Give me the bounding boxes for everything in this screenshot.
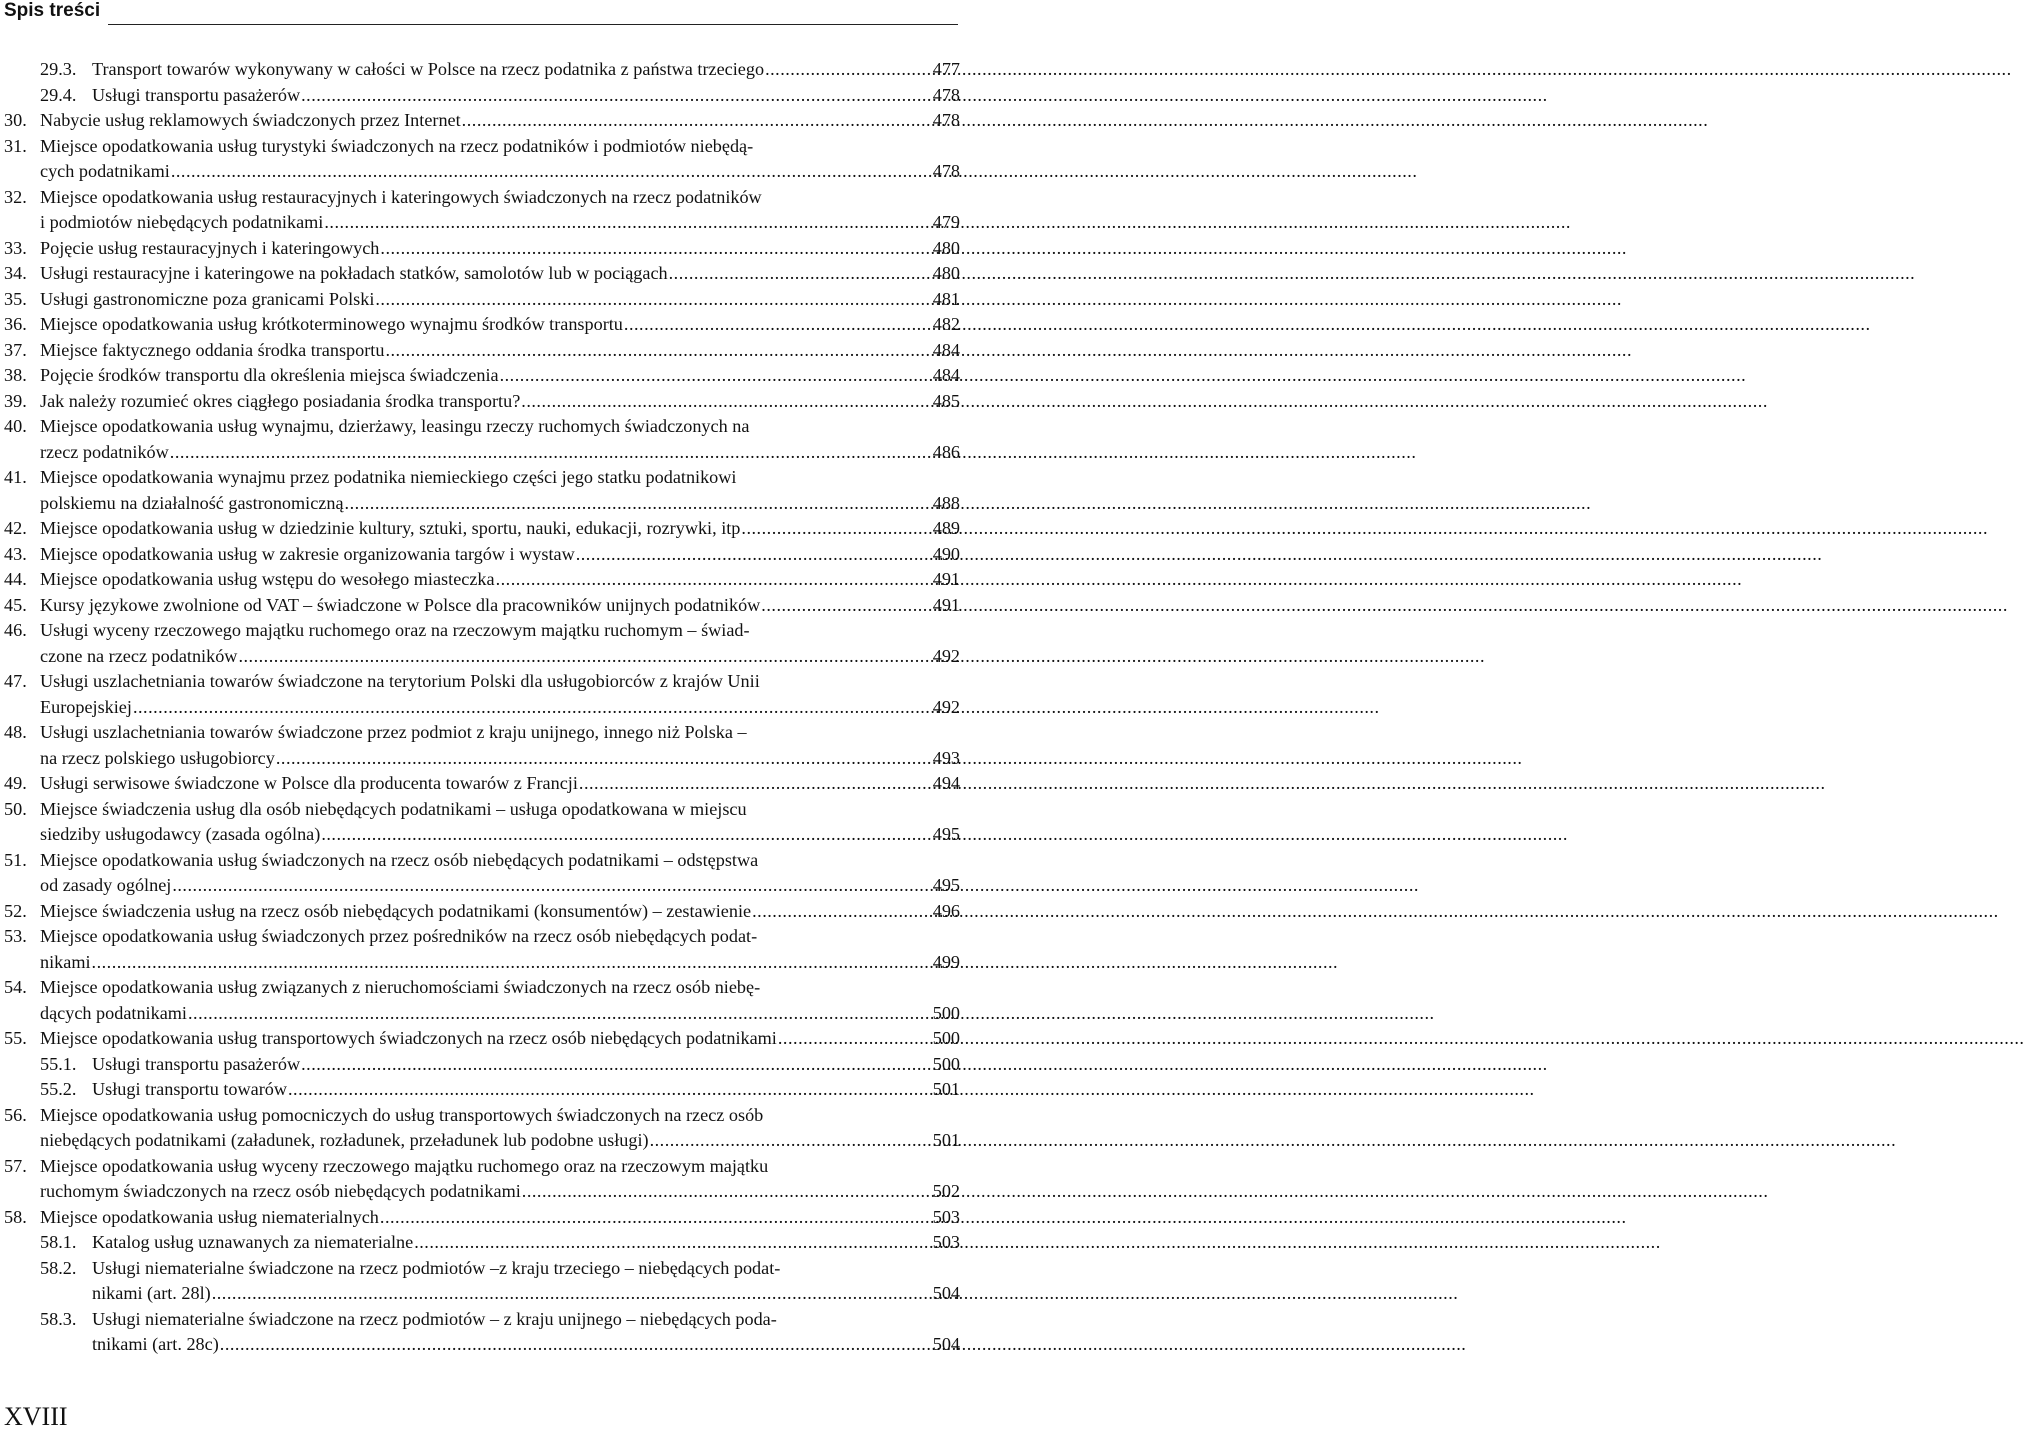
entry-title-last-line: [40, 491, 960, 517]
dot-leader: [133, 695, 926, 721]
entry-number: 33.: [4, 237, 27, 258]
entry-number: 34.: [4, 263, 27, 283]
dot-leader: [375, 287, 926, 313]
entry-number: 49.: [4, 773, 27, 793]
entry-title-last-line: [40, 210, 960, 236]
entry-number: 40.: [4, 416, 27, 436]
toc-entry: [0, 1052, 960, 1078]
dot-leader: [324, 210, 926, 236]
entry-title-last-line: [92, 83, 960, 109]
entry-number: 51.: [4, 849, 27, 870]
entry-body: [40, 720, 960, 771]
entry-title: Usługi gastronomiczne poza granicami Polski: [40, 288, 375, 309]
entry-body: [40, 108, 960, 134]
entry-body: [40, 899, 960, 925]
entry-body: [40, 261, 960, 287]
entry-number: 41.: [4, 467, 27, 487]
entry-title-line: Miejsce opodatkowania usług restauracyjnych i kateringowych świadczonych na rzecz podatników: [40, 186, 762, 207]
toc-entry: [0, 516, 960, 542]
toc-entry: [0, 848, 960, 899]
toc-entry: [0, 108, 960, 134]
entry-number: 45.: [4, 594, 27, 615]
entry-title-last-line: [92, 1052, 960, 1078]
entry-number: 56.: [4, 1104, 27, 1125]
entry-body: [40, 771, 960, 797]
dot-leader: [288, 1077, 926, 1103]
entry-page-number: 478: [932, 84, 960, 105]
toc-entry: [0, 287, 960, 313]
toc-entry: [0, 261, 960, 287]
entry-title-last-line: [40, 1179, 960, 1205]
entry-title-last-line: [40, 822, 960, 848]
dot-leader: [220, 1332, 926, 1358]
toc-entry: [0, 83, 960, 109]
entry-title-last-line: [40, 389, 960, 415]
entry-title-last-line: [92, 1281, 960, 1307]
entry-body: [40, 567, 960, 593]
entry-page-number: 488: [932, 492, 960, 513]
entry-page-number: 491: [932, 569, 960, 589]
entry-title-last-line: [40, 440, 960, 466]
dot-leader: [171, 159, 926, 185]
entry-page-number: 502: [932, 1181, 960, 1201]
dot-leader: [301, 83, 926, 109]
entry-title-last-line: [92, 1332, 960, 1358]
entry-title: Miejsce opodatkowania usług w zakresie organizowania targów i wystaw: [40, 543, 575, 564]
dot-leader: [741, 516, 926, 542]
entry-number: 48.: [4, 722, 27, 742]
entry-title: Pojęcie środków transportu dla określenia miejsca świadczenia: [40, 365, 499, 385]
toc-entry: [0, 797, 960, 848]
entry-number: 29.3.: [40, 59, 77, 79]
entry-title: Jak należy rozumieć okres ciągłego posiadania środka transportu?: [40, 390, 521, 411]
toc-entry: [0, 771, 960, 797]
entry-number: 54.: [4, 977, 27, 997]
entry-body: [40, 312, 960, 338]
entry-title: tnikami (art. 28c): [92, 1334, 219, 1354]
entry-title-line: Usługi niematerialne świadczone na rzecz podmiotów –z kraju trzeciego – niebędących podat-: [92, 1257, 781, 1278]
entry-number: 53.: [4, 926, 27, 946]
entry-title-line: Miejsce opodatkowania usług pomocniczych do usług transportowych świadczonych na rzecz osób: [40, 1104, 764, 1125]
entry-number: 52.: [4, 900, 27, 921]
entry-title: Usługi restauracyjne i kateringowe na pokładach statków, samolotów lub w pociągach: [40, 263, 668, 283]
entry-title: Kursy językowe zwolnione od VAT – świadczone w Polsce dla pracowników unijnych podatników: [40, 594, 761, 615]
entry-title-line: Miejsce opodatkowania usług związanych z nieruchomościami świadczonych na rzecz osób niebę-: [40, 977, 761, 997]
toc-entry: [0, 1026, 960, 1052]
entry-page-number: 499: [932, 951, 960, 972]
entry-page-number: 480: [932, 237, 960, 258]
entry-title-last-line: [40, 644, 960, 670]
entry-number: 42.: [4, 518, 27, 538]
entry-number: 55.: [4, 1028, 27, 1048]
entry-body: [40, 287, 960, 313]
entry-body: [40, 338, 960, 364]
toc-entry: [0, 338, 960, 364]
toc-entry: [0, 1154, 960, 1205]
entry-title-line: Miejsce opodatkowania usług wynajmu, dzierżawy, leasingu rzeczy ruchomych świadczonych na: [40, 416, 750, 436]
entry-title: Nabycie usług reklamowych świadczonych przez Internet: [40, 110, 461, 130]
entry-title-last-line: [40, 261, 960, 287]
dot-leader: [170, 440, 926, 466]
dot-leader: [385, 338, 926, 364]
entry-title-last-line: [40, 338, 960, 364]
entry-number: 38.: [4, 365, 27, 385]
entry-title: Usługi serwisowe świadczone w Polsce dla producenta towarów z Francji: [40, 773, 578, 793]
entry-body: [92, 57, 960, 83]
entry-number: 31.: [4, 135, 27, 156]
toc-entry: [0, 975, 960, 1026]
section-title: Spis treści: [4, 0, 101, 21]
toc-entry: [0, 669, 960, 720]
entry-body: [40, 669, 960, 720]
entry-page-number: 503: [932, 1232, 960, 1252]
dot-leader: [321, 822, 926, 848]
toc-entry: [0, 236, 960, 262]
entry-body: [40, 1103, 960, 1154]
entry-page-number: 484: [932, 339, 960, 360]
entry-title-last-line: [92, 1077, 960, 1103]
entry-body: [92, 1077, 960, 1103]
dot-leader: [579, 771, 926, 797]
entry-title: czone na rzecz podatników: [40, 645, 238, 666]
entry-title: na rzecz polskiego usługobiorcy: [40, 747, 275, 768]
entry-body: [40, 134, 960, 185]
entry-title-line: Usługi uszlachetniania towarów świadczone na terytorium Polski dla usługobiorców z krajów Unii: [40, 671, 760, 691]
entry-page-number: 485: [932, 390, 960, 411]
entry-title-last-line: [40, 108, 960, 134]
entry-title-last-line: [92, 1230, 960, 1256]
dot-leader: [345, 491, 926, 517]
entry-title-line: Miejsce opodatkowania wynajmu przez podatnika niemieckiego części jego statku podatnikowi: [40, 467, 737, 487]
header-rule: [108, 24, 958, 25]
entry-title: dących podatnikami: [40, 1002, 187, 1023]
dot-leader: [188, 1001, 926, 1027]
entry-title: Europejskiej: [40, 696, 132, 717]
entry-title-line: Miejsce opodatkowania usług wyceny rzeczowego majątku ruchomego oraz na rzeczowym majątku: [40, 1155, 769, 1176]
toc-entry: [0, 593, 960, 619]
entry-body: [40, 1026, 960, 1052]
entry-title: cych podatnikami: [40, 161, 170, 181]
entry-page-number: 486: [932, 441, 960, 462]
entry-number: 47.: [4, 671, 27, 691]
entry-title-last-line: [40, 567, 960, 593]
dot-leader: [276, 746, 926, 772]
entry-title-last-line: [40, 1205, 960, 1231]
entry-body: [92, 1307, 960, 1358]
entry-body: [92, 1256, 960, 1307]
entry-body: [40, 848, 960, 899]
entry-title: Miejsce opodatkowania usług transportowych świadczonych na rzecz osób niebędących podatnikami: [40, 1028, 777, 1048]
entry-number: 29.4.: [40, 84, 77, 105]
toc-entry: [0, 185, 960, 236]
dot-leader: [765, 57, 926, 83]
toc-entry: [0, 312, 960, 338]
entry-number: 58.: [4, 1206, 27, 1227]
entry-body: [40, 185, 960, 236]
entry-title-last-line: [40, 542, 960, 568]
dot-leader: [521, 389, 926, 415]
entry-page-number: 500: [932, 1002, 960, 1023]
entry-number: 58.2.: [40, 1257, 77, 1278]
toc-entry: [0, 542, 960, 568]
toc-entry: [0, 567, 960, 593]
entry-number: 55.1.: [40, 1053, 77, 1074]
entry-title-last-line: [40, 873, 960, 899]
entry-body: [40, 593, 960, 619]
entry-title-last-line: [40, 312, 960, 338]
dot-leader: [462, 108, 926, 134]
entry-number: 46.: [4, 620, 27, 640]
entry-body: [40, 797, 960, 848]
dot-leader: [301, 1052, 926, 1078]
entry-title-line: Usługi niematerialne świadczone na rzecz podmiotów – z kraju unijnego – niebędących poda-: [92, 1308, 777, 1329]
entry-body: [40, 363, 960, 389]
toc-entry: [0, 389, 960, 415]
entry-title: Usługi transportu towarów: [92, 1079, 287, 1099]
entry-title-line: Miejsce opodatkowania usług turystyki świadczonych na rzecz podatników i podmiotów niebędą-: [40, 135, 754, 156]
entry-title: Usługi transportu pasażerów: [92, 1053, 301, 1074]
toc-entry: [0, 899, 960, 925]
entry-title-last-line: [40, 899, 960, 925]
entry-title-last-line: [40, 695, 960, 721]
entry-title: Pojęcie usług restauracyjnych i kateringowych: [40, 237, 380, 258]
entry-body: [40, 236, 960, 262]
dot-leader: [624, 312, 926, 338]
entry-body: [40, 924, 960, 975]
toc-entry: [0, 924, 960, 975]
dot-leader: [238, 644, 926, 670]
entry-title-last-line: [40, 236, 960, 262]
toc-entry: [0, 1307, 960, 1358]
entry-page-number: 493: [932, 747, 960, 768]
entry-number: 50.: [4, 798, 27, 819]
page-header: [0, 0, 960, 30]
entry-title-line: Usługi uszlachetniania towarów świadczone przez podmiot z kraju unijnego, innego niż Polska –: [40, 722, 747, 742]
toc-entry: [0, 414, 960, 465]
entry-number: 37.: [4, 339, 27, 360]
entry-page-number: 481: [932, 288, 960, 309]
entry-title: Miejsce opodatkowania usług niematerialnych: [40, 1206, 379, 1227]
entry-page-number: 500: [932, 1053, 960, 1074]
entry-title: Miejsce opodatkowania usług wstępu do wesołego miasteczka: [40, 569, 495, 589]
entry-page-number: 503: [932, 1206, 960, 1227]
dot-leader: [414, 1230, 926, 1256]
entry-title: nikami (art. 28l): [92, 1283, 211, 1303]
entry-body: [92, 1052, 960, 1078]
entry-number: 43.: [4, 543, 27, 564]
entry-page-number: 500: [932, 1028, 960, 1048]
toc-entry: [0, 1077, 960, 1103]
entry-title-last-line: [40, 516, 960, 542]
entry-title: siedziby usługodawcy (zasada ogólna): [40, 824, 321, 844]
dot-leader: [522, 1179, 926, 1205]
entry-title-line: Miejsce świadczenia usług dla osób niebędących podatnikami – usługa opodatkowana w miejscu: [40, 798, 747, 819]
dot-leader: [500, 363, 926, 389]
entry-title: od zasady ogólnej: [40, 875, 172, 895]
entry-body: [40, 542, 960, 568]
entry-title: rzecz podatników: [40, 441, 169, 462]
entry-number: 39.: [4, 390, 27, 411]
entry-page-number: 496: [932, 900, 960, 921]
entry-page-number: 491: [932, 594, 960, 615]
entry-page-number: 492: [932, 696, 960, 717]
entry-title-last-line: [40, 950, 960, 976]
dot-leader: [172, 873, 926, 899]
page-number: XVIII: [4, 1402, 68, 1431]
entry-title-last-line: [40, 363, 960, 389]
entry-page-number: 479: [932, 212, 960, 232]
toc-entry: [0, 618, 960, 669]
entry-title-line: Usługi wyceny rzeczowego majątku ruchomego oraz na rzeczowym majątku ruchomym – świad-: [40, 620, 750, 640]
table-of-contents: [0, 57, 960, 1358]
toc-entry: [0, 57, 960, 83]
dot-leader: [650, 1128, 926, 1154]
entry-title-last-line: [40, 771, 960, 797]
dot-leader: [669, 261, 926, 287]
dot-leader: [496, 567, 926, 593]
entry-title: Miejsce faktycznego oddania środka transportu: [40, 339, 385, 360]
entry-body: [40, 975, 960, 1026]
dot-leader: [380, 1205, 926, 1231]
entry-body: [40, 389, 960, 415]
entry-title: Katalog usług uznawanych za niematerialne: [92, 1232, 414, 1252]
entry-page-number: 495: [932, 824, 960, 844]
dot-leader: [752, 899, 926, 925]
toc-entry: [0, 363, 960, 389]
entry-title: polskiemu na działalność gastronomiczną: [40, 492, 344, 513]
dot-leader: [778, 1026, 926, 1052]
entry-number: 55.2.: [40, 1079, 77, 1099]
toc-entry: [0, 1256, 960, 1307]
entry-page-number: 484: [932, 365, 960, 385]
entry-title: i podmiotów niebędących podatnikami: [40, 212, 324, 232]
entry-page-number: 501: [932, 1079, 960, 1099]
entry-title-last-line: [40, 746, 960, 772]
entry-page-number: 489: [932, 518, 960, 538]
entry-number: 32.: [4, 186, 27, 207]
toc-entry: [0, 720, 960, 771]
dot-leader: [380, 236, 926, 262]
entry-title-line: Miejsce opodatkowania usług świadczonych na rzecz osób niebędących podatnikami – odstępstwa: [40, 849, 759, 870]
entry-title: Miejsce opodatkowania usług w dziedzinie kultury, sztuki, sportu, nauki, edukacji, rozrywki, itp: [40, 518, 741, 538]
entry-page-number: 480: [932, 263, 960, 283]
entry-title: Usługi transportu pasażerów: [92, 84, 301, 105]
entry-page-number: 477: [932, 59, 960, 79]
toc-entry: [0, 465, 960, 516]
entry-title-last-line: [40, 1026, 960, 1052]
entry-page-number: 478: [932, 161, 960, 181]
entry-page-number: 504: [932, 1283, 960, 1303]
entry-body: [92, 83, 960, 109]
entry-page-number: 501: [932, 1130, 960, 1150]
entry-body: [40, 465, 960, 516]
entry-page-number: 492: [932, 645, 960, 666]
entry-title-last-line: [40, 287, 960, 313]
entry-body: [92, 1230, 960, 1256]
entry-title-last-line: [40, 1001, 960, 1027]
entry-number: 36.: [4, 314, 27, 334]
entry-body: [40, 1154, 960, 1205]
entry-title: nikami: [40, 951, 91, 972]
entry-body: [40, 1205, 960, 1231]
toc-entry: [0, 1205, 960, 1231]
entry-number: 44.: [4, 569, 27, 589]
dot-leader: [212, 1281, 926, 1307]
entry-number: 30.: [4, 110, 27, 130]
entry-page-number: 482: [932, 314, 960, 334]
entry-body: [40, 618, 960, 669]
entry-page-number: 478: [932, 110, 960, 130]
entry-title: Miejsce świadczenia usług na rzecz osób niebędących podatnikami (konsumentów) – zestawienie: [40, 900, 752, 921]
dot-leader: [576, 542, 926, 568]
entry-title-last-line: [40, 159, 960, 185]
entry-number: 58.1.: [40, 1232, 77, 1252]
entry-body: [40, 516, 960, 542]
entry-title-line: Miejsce opodatkowania usług świadczonych przez pośredników na rzecz osób niebędących podat-: [40, 926, 758, 946]
entry-page-number: 504: [932, 1334, 960, 1354]
entry-page-number: 495: [932, 875, 960, 895]
entry-title: niebędących podatnikami (załadunek, rozładunek, przeładunek lub podobne usługi): [40, 1130, 649, 1150]
entry-title-last-line: [40, 593, 960, 619]
entry-title: Miejsce opodatkowania usług krótkoterminowego wynajmu środków transportu: [40, 314, 623, 334]
entry-page-number: 490: [932, 543, 960, 564]
entry-number: 57.: [4, 1155, 27, 1176]
entry-body: [40, 414, 960, 465]
dot-leader: [92, 950, 926, 976]
toc-entry: [0, 1103, 960, 1154]
toc-entry: [0, 1230, 960, 1256]
entry-page-number: 494: [932, 773, 960, 793]
entry-number: 58.3.: [40, 1308, 77, 1329]
entry-title-last-line: [92, 57, 960, 83]
entry-title: ruchomym świadczonych na rzecz osób niebędących podatnikami: [40, 1181, 521, 1201]
entry-number: 35.: [4, 288, 27, 309]
entry-title-last-line: [40, 1128, 960, 1154]
toc-entry: [0, 134, 960, 185]
entry-title: Transport towarów wykonywany w całości w Polsce na rzecz podatnika z państwa trzeciego: [92, 59, 765, 79]
dot-leader: [761, 593, 926, 619]
